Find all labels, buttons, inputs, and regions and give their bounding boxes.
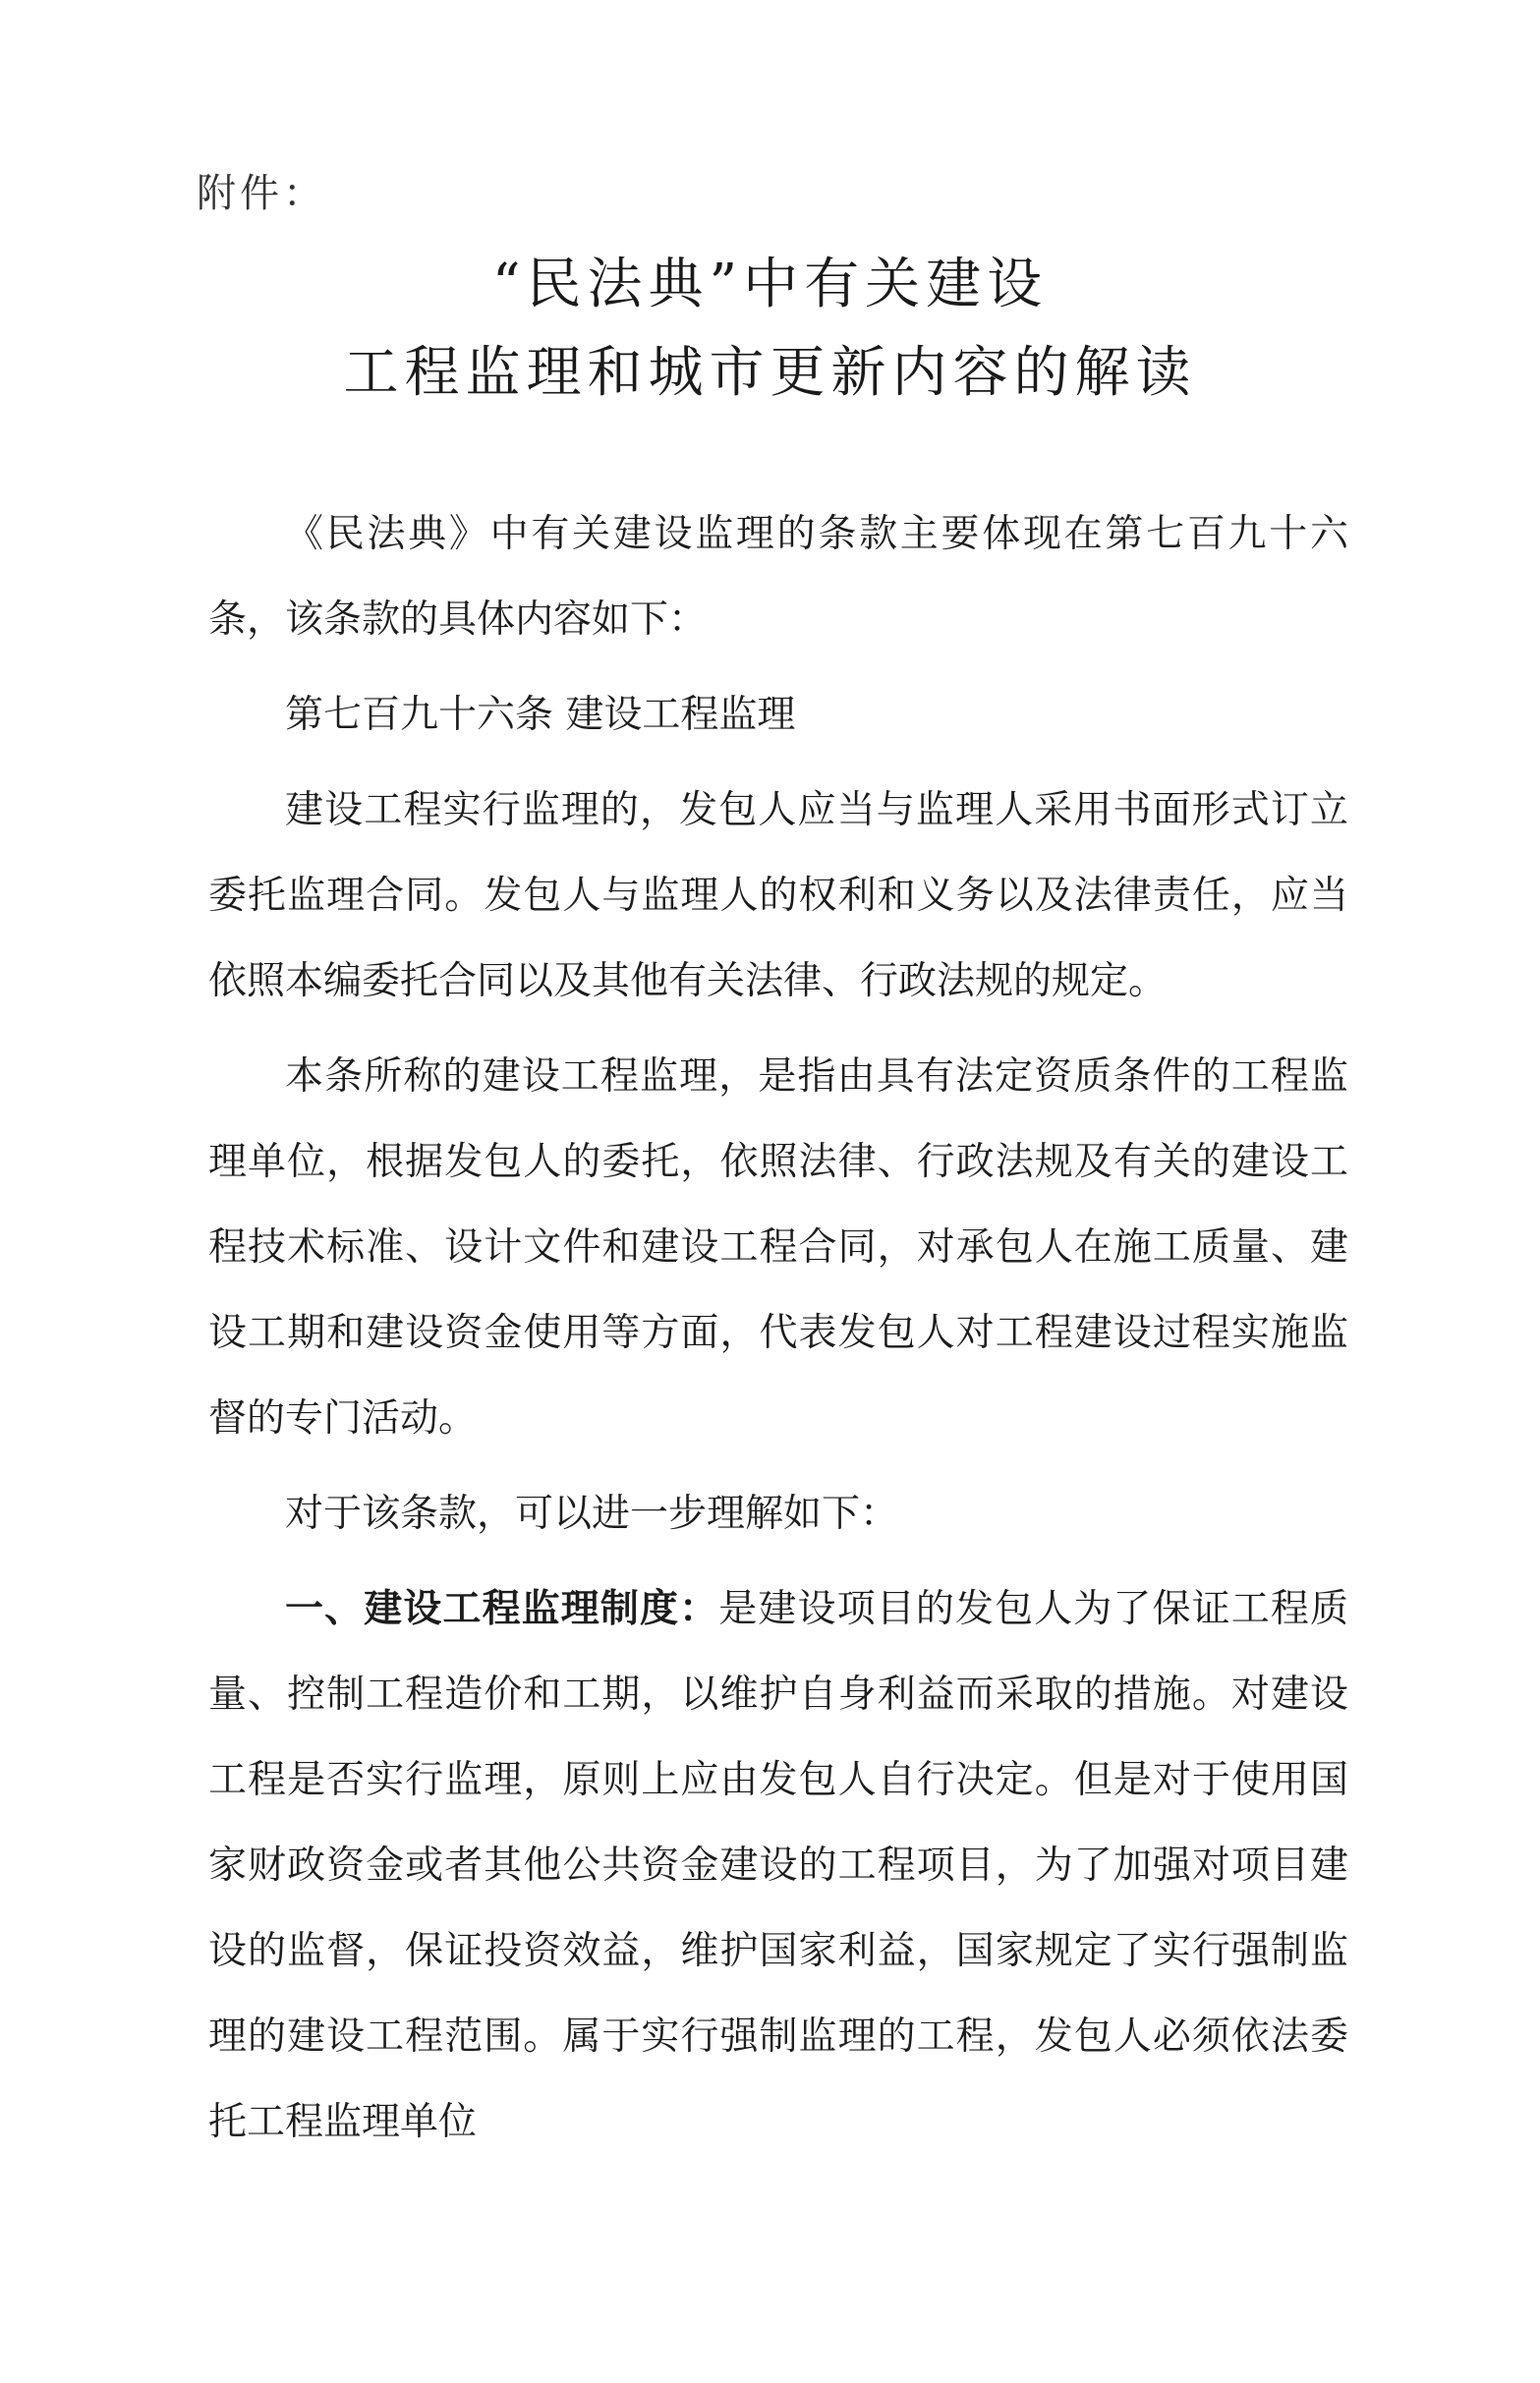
article-paragraph-2: 本条所称的建设工程监理，是指由具有法定资质条件的工程监理单位，根据发包人的委托，依照法律、行政法规及有关的建设工程技术标准、设计文件和建设工程合同，对承包人在施工质量、建设工期和建设资金使用等方面，代表发包人对工程建设过程实施监督的专门活动。 [208,1054,1348,1441]
document-title-line-1: “民法典”中有关建设 [491,253,1049,316]
document-title-line-2: 工程监理和城市更新内容的解读 [343,341,1197,405]
understanding-intro: 对于该条款，可以进一步理解如下： [285,1492,899,1536]
point-1-text: 是建设项目的发包人为了保证工程质量、控制工程造价和工期，以维护自身利益而采取的措施。对建设工程是否实行监理，原则上应由发包人自行决定。但是对于使用国家财政资金或者其他公共资金建设的工程项目，为了加强对项目建设的监督，保证投资效益，维护国家利益，国家规定了实行强制监理的建设工程范围。属于实行强制监理的工程，发包人必须依法委托工程监理单位 [208,1587,1348,2144]
document-body [208,491,1348,2165]
point-1-paragraph [208,1566,1348,2165]
article-paragraph-1: 建设工程实行监理的，发包人应当与监理人采用书面形式订立委托监理合同。发包人与监理人的权利和义务以及法律责任，应当依照本编委托合同以及其他有关法律、行政法规的规定。 [208,788,1348,1003]
article-heading: 第七百九十六条 建设工程监理 [285,693,796,737]
point-1-lead: 一、建设工程监理制度： [285,1586,719,1631]
intro-paragraph: 《民法典》中有关建设监理的条款主要体现在第七百九十六条，该条款的具体内容如下： [208,512,1348,642]
attachment-label: 附件： [197,171,326,216]
